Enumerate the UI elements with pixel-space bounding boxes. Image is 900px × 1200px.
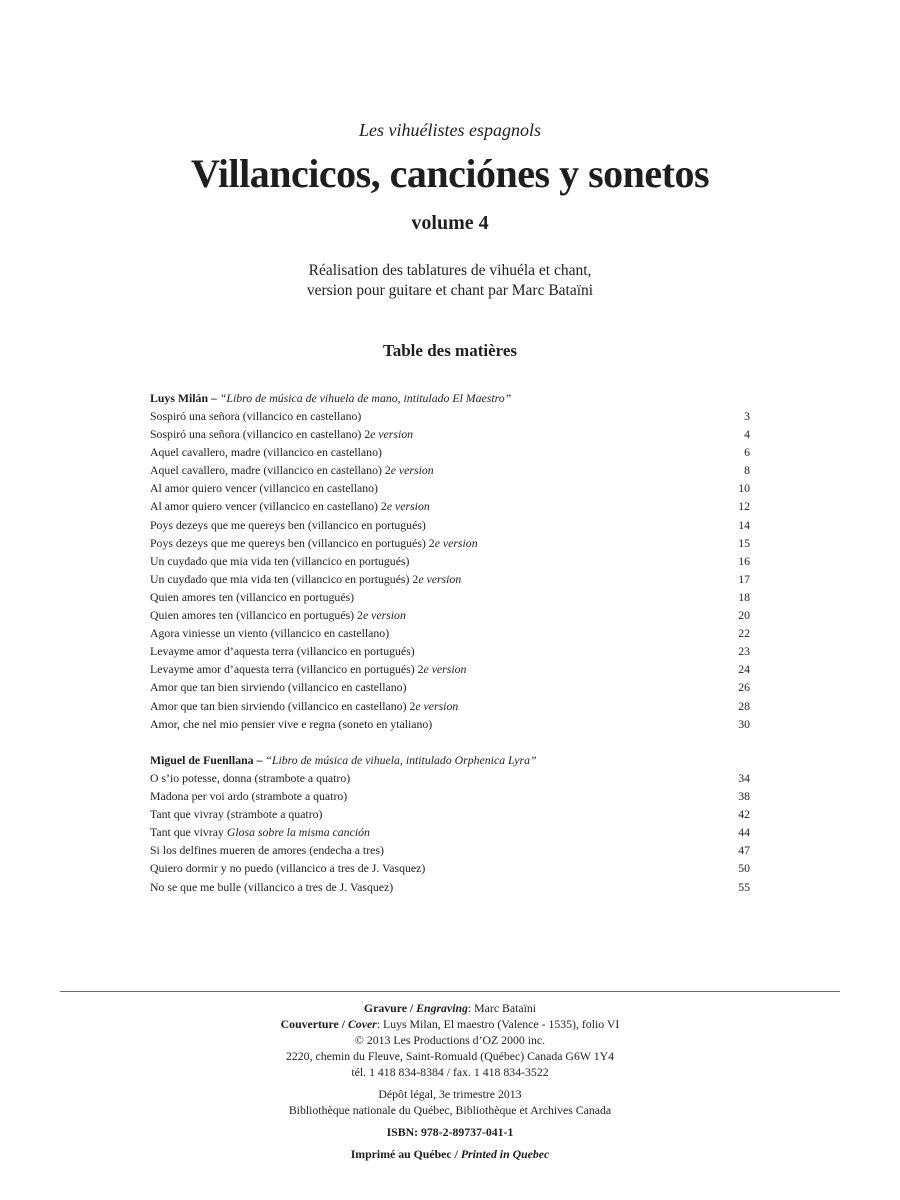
toc-page-number: 34 (738, 771, 750, 785)
credit-cover: Couverture / Cover: Luys Milan, El maestro (Valence - 1535), folio VI (280, 1017, 620, 1031)
toc-page-number: 3 (744, 409, 750, 423)
printed-in: Imprimé au Québec / Printed in Quebec (350, 1147, 550, 1161)
entry-title-text: Si los delfines mueren de amores (endecha a tres) (150, 843, 384, 858)
toc-entry[interactable] (150, 660, 750, 678)
toc-entry[interactable] (150, 878, 750, 896)
toc-page-number: 12 (738, 499, 750, 514)
entry-title-text: Agora viniesse un viento (villancico en castellano) (150, 626, 390, 641)
toc-entry-title (150, 805, 322, 823)
toc-page-number: 20 (738, 608, 750, 623)
credit-engraving: Gravure / Engraving: Marc Bataïni (363, 1001, 537, 1015)
toc-page-number: 42 (738, 807, 750, 822)
entry-title-text: Madona per voi ardo (strambote a quatro) (150, 789, 348, 804)
toc-page-number: 16 (738, 553, 750, 568)
toc-page-number: 30 (738, 716, 750, 731)
toc-entry[interactable] (150, 606, 750, 624)
entry-title-text: Sospiró una señora (villancico en castellano) (150, 409, 362, 423)
entry-title-text: Al amor quiero vencer (villancico en castellano) 2 (150, 499, 387, 514)
toc-entry[interactable] (150, 841, 750, 859)
toc-entry-title (150, 769, 350, 787)
entry-title-text: Amor, che nel mio pensier vive e regna (soneto en ytaliano) (150, 716, 433, 731)
legal-deposit: Dépôt légal, 3e trimestre 2013 (378, 1087, 522, 1101)
toc-entry-title (150, 715, 432, 733)
toc-entry-title (150, 443, 382, 461)
toc-entry[interactable] (150, 570, 750, 588)
toc-page-number: 26 (738, 680, 750, 695)
entry-title-text: Amor que tan bien sirviendo (villancico en castellano) 2 (150, 698, 416, 713)
entry-title-text: Un cuydado que mia vida ten (villancico en portugués) 2 (150, 571, 419, 586)
toc-page-number: 8 (744, 463, 750, 478)
entry-version: e version (423, 662, 467, 677)
toc-section-header (150, 389, 750, 407)
toc-entry[interactable] (150, 552, 750, 570)
series-title: Les vihuélistes espagnols (359, 120, 541, 140)
toc-entry[interactable] (150, 624, 750, 642)
toc-entry-title (150, 642, 415, 660)
entry-title-text: Aquel cavallero, madre (villancico en castellano) 2 (150, 463, 391, 478)
isbn: ISBN: 978-2-89737-041-1 (386, 1125, 514, 1139)
entry-version: e version (418, 571, 462, 586)
entry-version: e version (370, 427, 414, 442)
toc-entry-title (150, 552, 409, 570)
toc-page-number: 22 (738, 626, 750, 641)
entry-title-text: Al amor quiero vencer (villancico en castellano) (150, 481, 378, 496)
toc-page-number: 50 (738, 861, 750, 876)
composer-name: Miguel de Fuenllana (150, 753, 254, 767)
toc-entry[interactable] (150, 479, 750, 497)
entry-version: e version (386, 499, 430, 514)
toc-entry-title (150, 841, 384, 859)
toc-entry-title (150, 878, 393, 896)
composer-name: Luys Milán (150, 391, 209, 405)
toc-entry-title (150, 678, 407, 696)
toc-entry[interactable] (150, 715, 750, 733)
entry-title-text: Levayme amor d’aquesta terra (villancico en portugués) (150, 644, 415, 659)
toc-section (150, 389, 750, 733)
toc-entry[interactable] (150, 678, 750, 696)
toc-entry-title (150, 606, 406, 624)
entry-title-text: Levayme amor d’aquesta terra (villancico en portugués) 2 (150, 662, 424, 677)
toc-page-number: 10 (738, 481, 750, 496)
description-line: Réalisation des tablatures de vihuéla et chant, (308, 262, 592, 279)
toc-entry[interactable] (150, 805, 750, 823)
entry-title-text: Quien amores ten (villancico en portugués) (150, 589, 355, 604)
toc-entry-title (150, 461, 434, 479)
description (0, 261, 900, 301)
source-title: “Libro de música de vihuela de mano, intitulado El Maestro” (219, 391, 512, 405)
toc-page-number: 55 (738, 879, 750, 894)
entry-title-text: Un cuydado que mia vida ten (villancico en portugués) (150, 553, 410, 568)
copyright: © 2013 Les Productions d’OZ 2000 inc. (354, 1033, 546, 1047)
toc-entry-title (150, 516, 426, 534)
entry-title-text: Tant que vivray (150, 825, 227, 840)
toc-entry-title (150, 859, 425, 877)
toc-entry-title (150, 425, 413, 443)
entry-title-text: Quien amores ten (villancico en portugués) 2 (150, 608, 363, 623)
entry-title-text: Poys dezeys que me quereys ben (villancico en portugués) (150, 517, 426, 532)
toc-entry[interactable] (150, 443, 750, 461)
toc-entry[interactable] (150, 534, 750, 552)
toc-entry[interactable] (150, 769, 750, 787)
toc-heading: Table des matières (382, 341, 518, 360)
toc-entry-title (150, 479, 378, 497)
entry-version: Glosa sobre la misma canción (226, 825, 370, 840)
entry-version: e version (415, 698, 459, 713)
toc-page-number: 38 (738, 789, 750, 804)
toc-entry-title (150, 660, 466, 678)
toc-page-number: 28 (738, 698, 750, 713)
page-title: Villancicos, canciónes y sonetos (190, 151, 710, 196)
toc-page-number: 44 (738, 825, 750, 840)
toc-section (150, 751, 750, 896)
toc-entry-title (150, 624, 389, 642)
toc-page-number: 15 (738, 535, 750, 550)
address: 2220, chemin du Fleuve, Saint-Romuald (Québec) Canada G6W 1Y4 (285, 1049, 615, 1063)
phone-fax: tél. 1 418 834-8384 / fax. 1 418 834-3522 (351, 1065, 549, 1079)
toc-entry-title (150, 570, 461, 588)
entry-version: e version (362, 608, 406, 623)
toc-page-number: 18 (738, 589, 750, 604)
entry-version: e version (434, 535, 478, 550)
toc-entry[interactable] (150, 516, 750, 534)
toc-page-number: 24 (738, 662, 750, 677)
library: Bibliothèque nationale du Québec, Bibliothèque et Archives Canada (288, 1103, 612, 1117)
toc-entry[interactable] (150, 407, 750, 425)
toc-entry-title (150, 407, 361, 425)
entry-title-text: Amor que tan bien sirviendo (villancico en castellano) (150, 680, 407, 695)
toc-entry-title (150, 823, 370, 841)
entry-version: e version (390, 463, 434, 478)
toc-entry[interactable] (150, 787, 750, 805)
toc-entry[interactable] (150, 497, 750, 515)
entry-title-text: Quiero dormir y no puedo (villancico a tres de J. Vasquez) (150, 861, 426, 876)
source-title: “Libro de música de vihuela, intitulado Orphenica Lyra” (265, 753, 537, 767)
toc-entry[interactable] (150, 642, 750, 660)
toc-page-number: 17 (738, 571, 750, 586)
volume-label: volume 4 (411, 212, 489, 234)
toc-entry[interactable] (150, 697, 750, 715)
divider (60, 991, 840, 992)
toc-entry[interactable] (150, 588, 750, 606)
entry-title-text: O s’io potesse, donna (strambote a quatro) (150, 771, 351, 785)
credits-block (0, 1000, 900, 1162)
entry-title-text: Aquel cavallero, madre (villancico en castellano) (150, 445, 382, 460)
toc-entry-title (150, 787, 347, 805)
entry-title-text: No se que me bulle (villancico a tres de J. Vasquez) (150, 879, 394, 894)
entry-title-text: Sospiró una señora (villancico en castellano) 2 (150, 427, 371, 442)
separator: – (208, 391, 220, 405)
toc-entry[interactable] (150, 823, 750, 841)
toc-page-number: 23 (738, 644, 750, 659)
toc-section-header (150, 751, 750, 769)
toc-entry-title (150, 697, 458, 715)
toc-entry-title (150, 588, 354, 606)
toc-entry-title (150, 534, 478, 552)
entry-title-text: Poys dezeys que me quereys ben (villancico en portugués) 2 (150, 535, 435, 550)
toc-entry[interactable] (150, 859, 750, 877)
toc-page-number: 14 (738, 517, 750, 532)
description-line: version pour guitare et chant par Marc Bataïni (306, 282, 594, 299)
entry-title-text: Tant que vivray (strambote a quatro) (150, 807, 323, 822)
toc-entry[interactable] (150, 425, 750, 443)
toc-entry-title (150, 497, 430, 515)
toc-page-number: 47 (738, 843, 750, 858)
separator: – (253, 753, 266, 767)
toc-page-number: 4 (744, 427, 750, 442)
toc-page-number: 6 (744, 445, 750, 460)
toc-entry[interactable] (150, 461, 750, 479)
